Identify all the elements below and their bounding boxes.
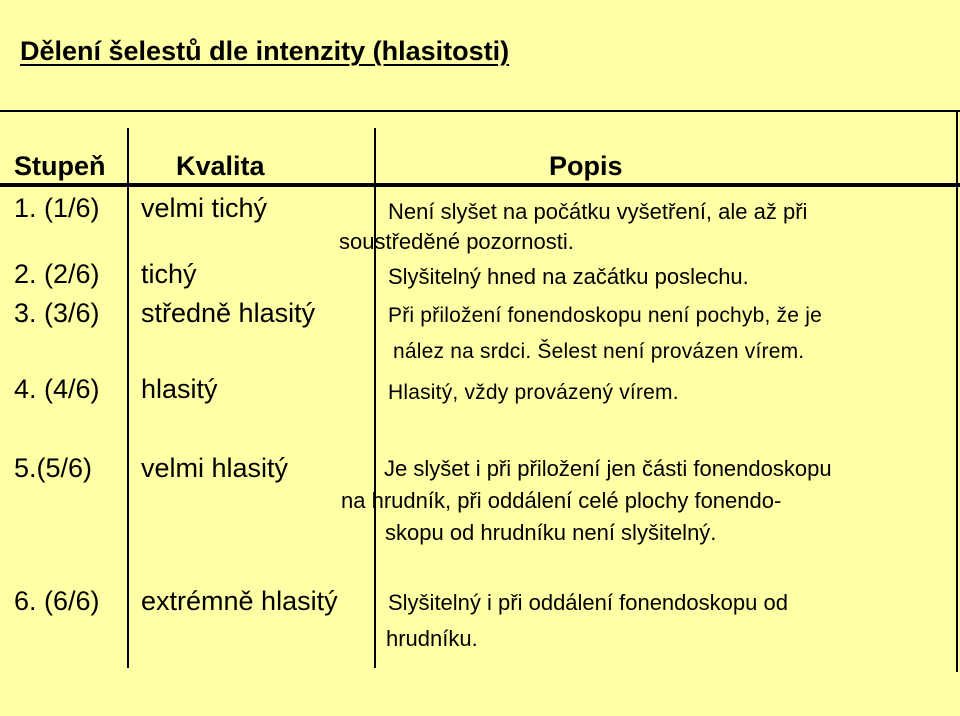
header-description: Popis (549, 151, 623, 181)
row-1-description-line-1: Není slyšet na počátku vyšetření, ale až při (388, 199, 808, 224)
row-4-quality: hlasitý (141, 374, 218, 404)
row-1-grade: 1. (1/6) (14, 193, 100, 223)
row-4-grade: 4. (4/6) (14, 374, 100, 404)
row-5-description-line-2: na hrudník, při oddálení celé plochy fonendo- (341, 488, 782, 513)
header-bottom-rule (0, 183, 960, 187)
row-5-description-line-3: skopu od hrudníku není slyšitelný. (385, 520, 717, 545)
row-6-quality: extrémně hlasitý (141, 586, 338, 616)
row-2-grade: 2. (2/6) (14, 259, 100, 289)
row-1-description-line-2: soustředěné pozornosti. (339, 229, 574, 254)
row-2-quality: tichý (141, 259, 197, 289)
row-2-description-line-1: Slyšitelný hned na začátku poslechu. (388, 264, 749, 289)
table-top-rule (0, 110, 960, 112)
column-divider-1 (127, 128, 129, 668)
page-title: Dělení šelestů dle intenzity (hlasitosti) (20, 36, 510, 66)
row-5-quality: velmi hlasitý (141, 453, 289, 483)
table-right-border (956, 112, 958, 672)
row-6-grade: 6. (6/6) (14, 586, 100, 616)
column-divider-2 (374, 128, 376, 668)
row-3-grade: 3. (3/6) (14, 298, 100, 328)
header-grade: Stupeň (14, 151, 106, 181)
row-5-description-line-1: Je slyšet i při přiložení jen části fonendoskopu (384, 456, 832, 481)
row-5-grade: 5.(5/6) (14, 453, 93, 483)
row-1-quality: velmi tichý (141, 193, 268, 223)
row-6-description-line-1: Slyšitelný i při oddálení fonendoskopu od (388, 590, 788, 615)
row-6-description-line-2: hrudníku. (386, 626, 478, 651)
row-3-description-line-1: Při přiložení fonendoskopu není pochyb, že je (388, 304, 822, 327)
header-quality: Kvalita (176, 151, 265, 181)
row-3-quality: středně hlasitý (141, 298, 316, 328)
row-3-description-line-2: nález na srdci. Šelest není provázen vírem. (393, 340, 805, 363)
row-4-description-line-1: Hlasitý, vždy provázený vírem. (388, 381, 679, 404)
